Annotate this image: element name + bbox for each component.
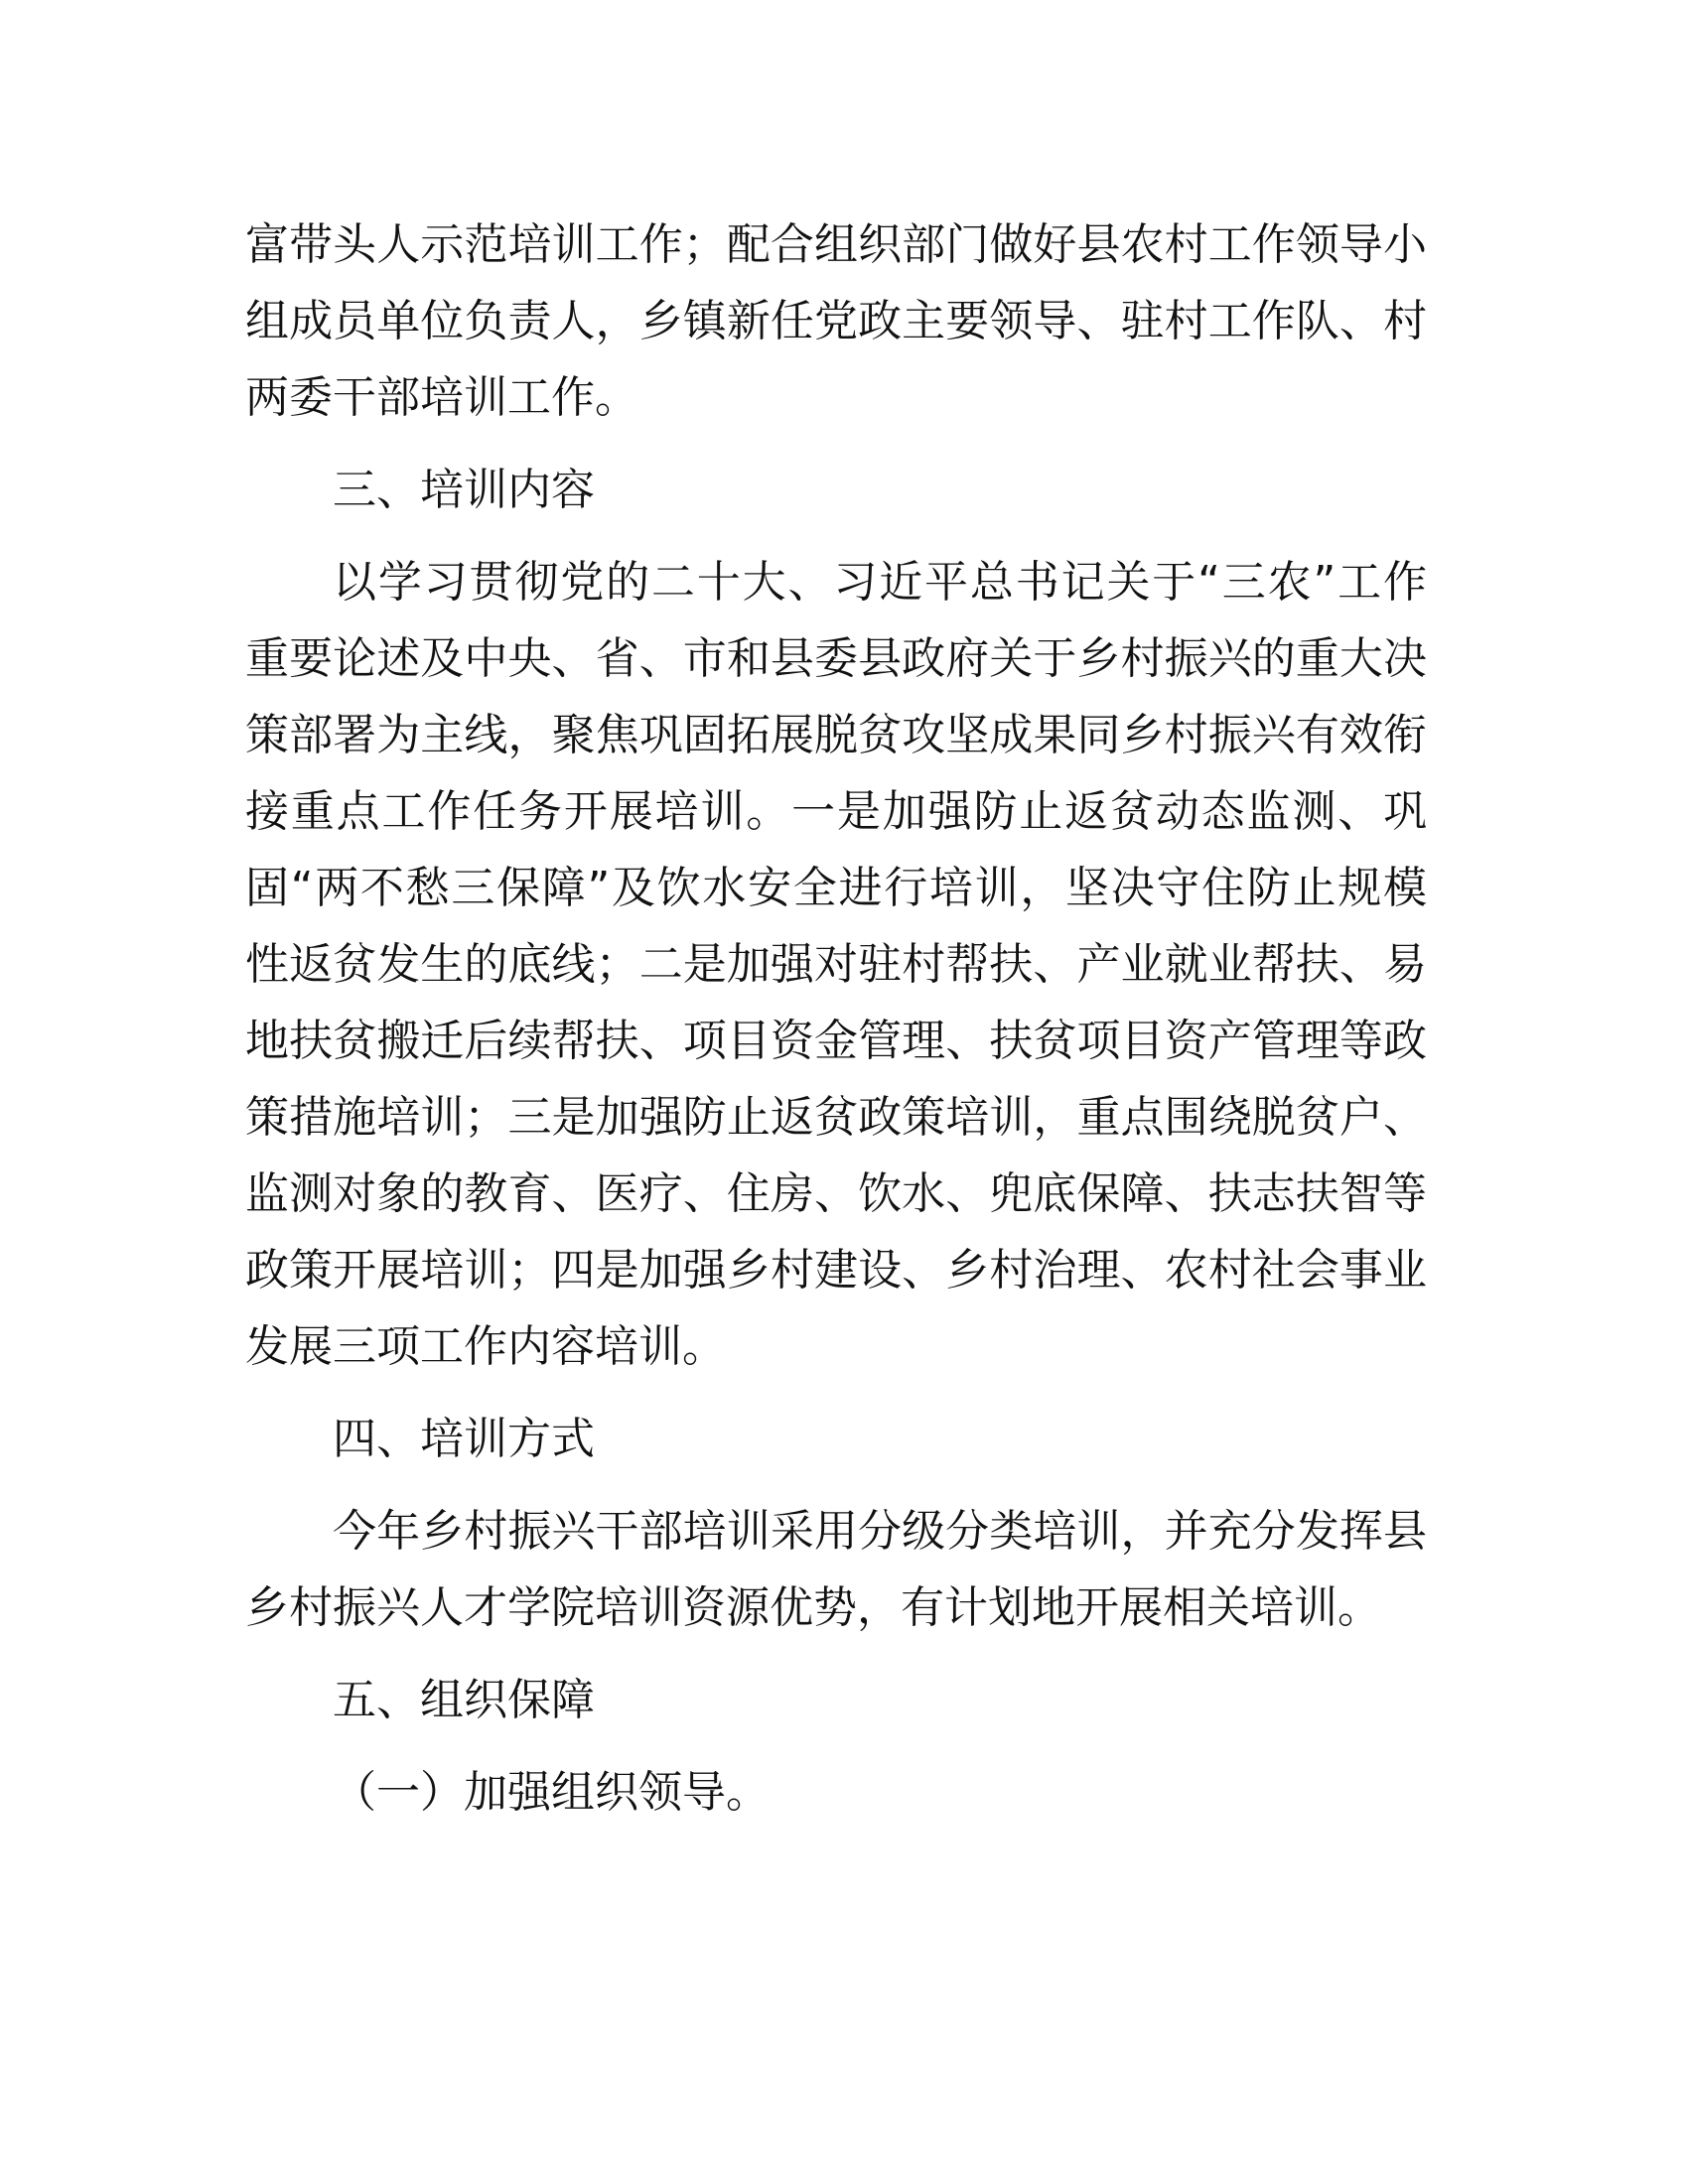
text-line: 发展三项工作内容培训。 [245,1321,726,1372]
body-paragraph [245,544,1427,1385]
text-line: 以学习贯彻党的二十大、习近平总书记关于“三农”工作 [333,557,1427,608]
text-line: 监测对象的教育、医疗、住房、饮水、兜底保障、扶志扶智等 [245,1168,1427,1219]
subsection-heading [245,1754,1427,1831]
text-line: 富带头人示范培训工作；配合组织部门做好县农村工作领导小 [245,219,1427,270]
section-heading [245,1401,1427,1477]
text-line: 两委干部培训工作。 [245,372,638,423]
text-line: 政策开展培训；四是加强乡村建设、乡村治理、农村社会事业 [245,1245,1427,1296]
text-line: 固“两不愁三保障”及饮水安全进行培训，坚决守住防止规模 [245,863,1427,913]
text-line: 组成员单位负责人，乡镇新任党政主要领导、驻村工作队、村 [245,296,1427,346]
text-line: 策措施培训；三是加强防止返贫政策培训，重点围绕脱贫户、 [245,1092,1427,1143]
text-line: 策部署为主线，聚焦巩固拓展脱贫攻坚成果同乡村振兴有效衔 [245,710,1427,760]
text-line: 重要论述及中央、省、市和县委县政府关于乡村振兴的重大决 [245,633,1427,684]
section-heading [245,1662,1427,1738]
section-heading [245,452,1427,528]
text-line: 接重点工作任务开展培训。一是加强防止返贫动态监测、巩 [245,786,1427,837]
text-line: 三、培训内容 [333,465,595,515]
text-line: 乡村振兴人才学院培训资源优势，有计划地开展相关培训。 [245,1582,1381,1633]
text-line: 性返贫发生的底线；二是加强对驻村帮扶、产业就业帮扶、易 [245,939,1427,990]
document-page [245,206,1427,1846]
text-line: 今年乡村振兴干部培训采用分级分类培训，并充分发挥县 [333,1506,1427,1557]
text-line: 五、组织保障 [333,1675,595,1725]
text-line: 四、培训方式 [333,1414,595,1464]
body-paragraph [245,206,1427,436]
text-line: 地扶贫搬迁后续帮扶、项目资金管理、扶贫项目资产管理等政 [245,1016,1427,1066]
text-line: （一）加强组织领导。 [333,1767,770,1818]
body-paragraph [245,1493,1427,1646]
